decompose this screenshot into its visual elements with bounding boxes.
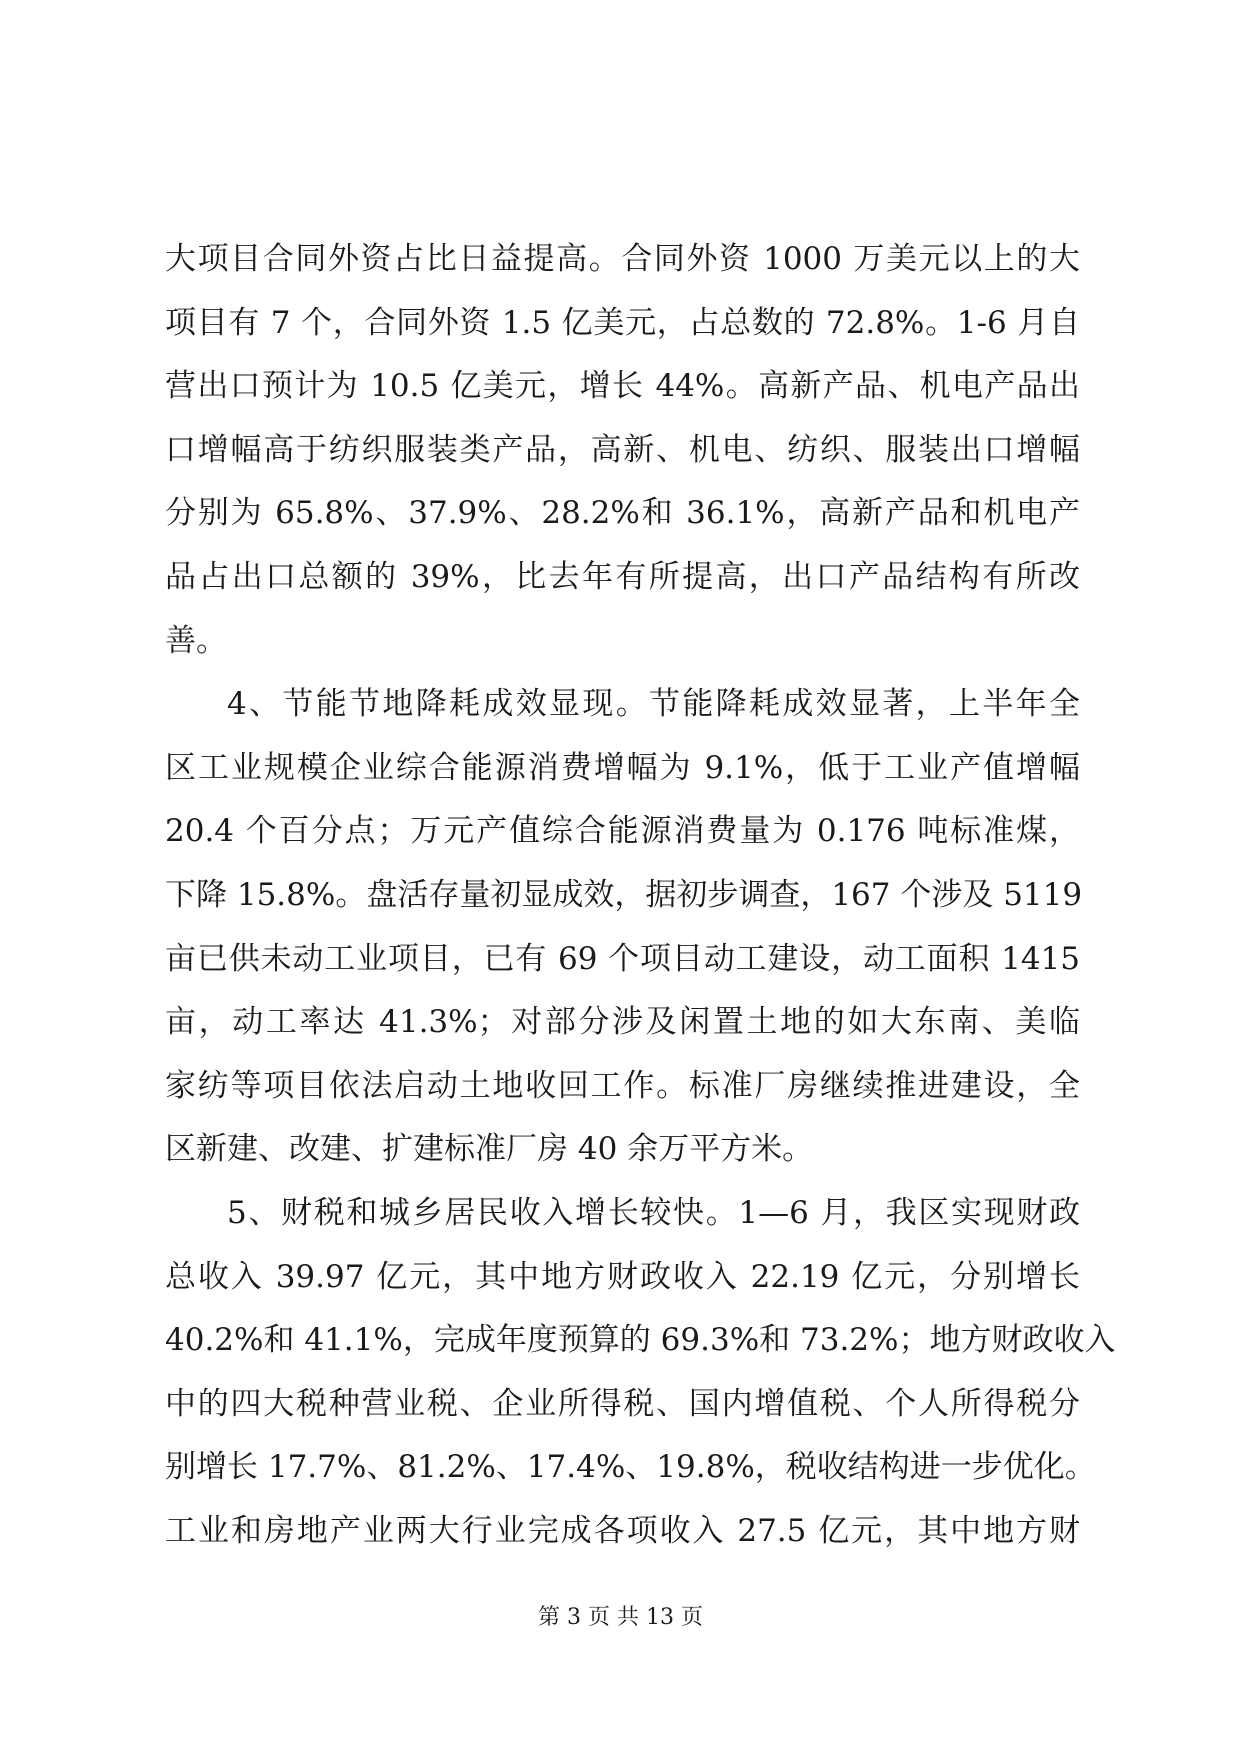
text-line: 亩已供未动工业项目，已有 69 个项目动工建设，动工面积 1415	[165, 940, 1080, 977]
text-line: 品占出口总额的 39%，比去年有所提高，出口产品结构有所改	[165, 558, 1080, 595]
text-line: 区新建、改建、扩建标准厂房 40 余万平方米。	[165, 1131, 814, 1168]
text-line: 营出口预计为 10.5 亿美元，增长 44%。高新产品、机电产品出	[165, 368, 1080, 405]
text-line: 下降 15.8%。盘活存量初显成效，据初步调查，167 个涉及 5119	[165, 876, 1083, 913]
text-line: 家纺等项目依法启动土地收回工作。标准厂房继续推进建设，全	[165, 1067, 1080, 1104]
text-line: 大项目合同外资占比日益提高。合同外资 1000 万美元以上的大	[165, 241, 1080, 277]
text-line: 善。	[165, 622, 227, 659]
body-text	[165, 228, 1116, 1563]
paragraph-heading-5: 5、财税和城乡居民收入增长较快。1—6 月，我区实现财政	[227, 1194, 1080, 1231]
page-footer: 第 3 页 共 13 页	[538, 1605, 703, 1630]
text-line: 总收入 39.97 亿元，其中地方财政收入 22.19 亿元，分别增长	[165, 1258, 1080, 1295]
text-line: 分别为 65.8%、37.9%、28.2%和 36.1%，高新产品和机电产	[165, 495, 1080, 532]
text-line: 区工业规模企业综合能源消费增幅为 9.1%，低于工业产值增幅	[165, 749, 1080, 786]
paragraph-heading-4: 4、节能节地降耗成效显现。节能降耗成效显著，上半年全	[227, 686, 1080, 723]
text-line: 中的四大税种营业税、企业所得税、国内增值税、个人所得税分	[165, 1385, 1080, 1422]
text-line: 20.4 个百分点；万元产值综合能源消费量为 0.176 吨标准煤，	[165, 813, 1080, 850]
text-line: 40.2%和 41.1%，完成年度预算的 69.3%和 73.2%；地方财政收入	[165, 1322, 1116, 1359]
text-line: 项目有 7 个，合同外资 1.5 亿美元，占总数的 72.8%。1-6 月自	[165, 304, 1080, 341]
text-line: 别增长 17.7%、81.2%、17.4%、19.8%，税收结构进一步优化。	[165, 1449, 1096, 1486]
text-line: 口增幅高于纺织服装类产品，高新、机电、纺织、服装出口增幅	[165, 431, 1080, 468]
text-line: 亩，动工率达 41.3%；对部分涉及闲置土地的如大东南、美临	[165, 1004, 1080, 1041]
text-line: 工业和房地产业两大行业完成各项收入 27.5 亿元，其中地方财	[165, 1512, 1080, 1549]
